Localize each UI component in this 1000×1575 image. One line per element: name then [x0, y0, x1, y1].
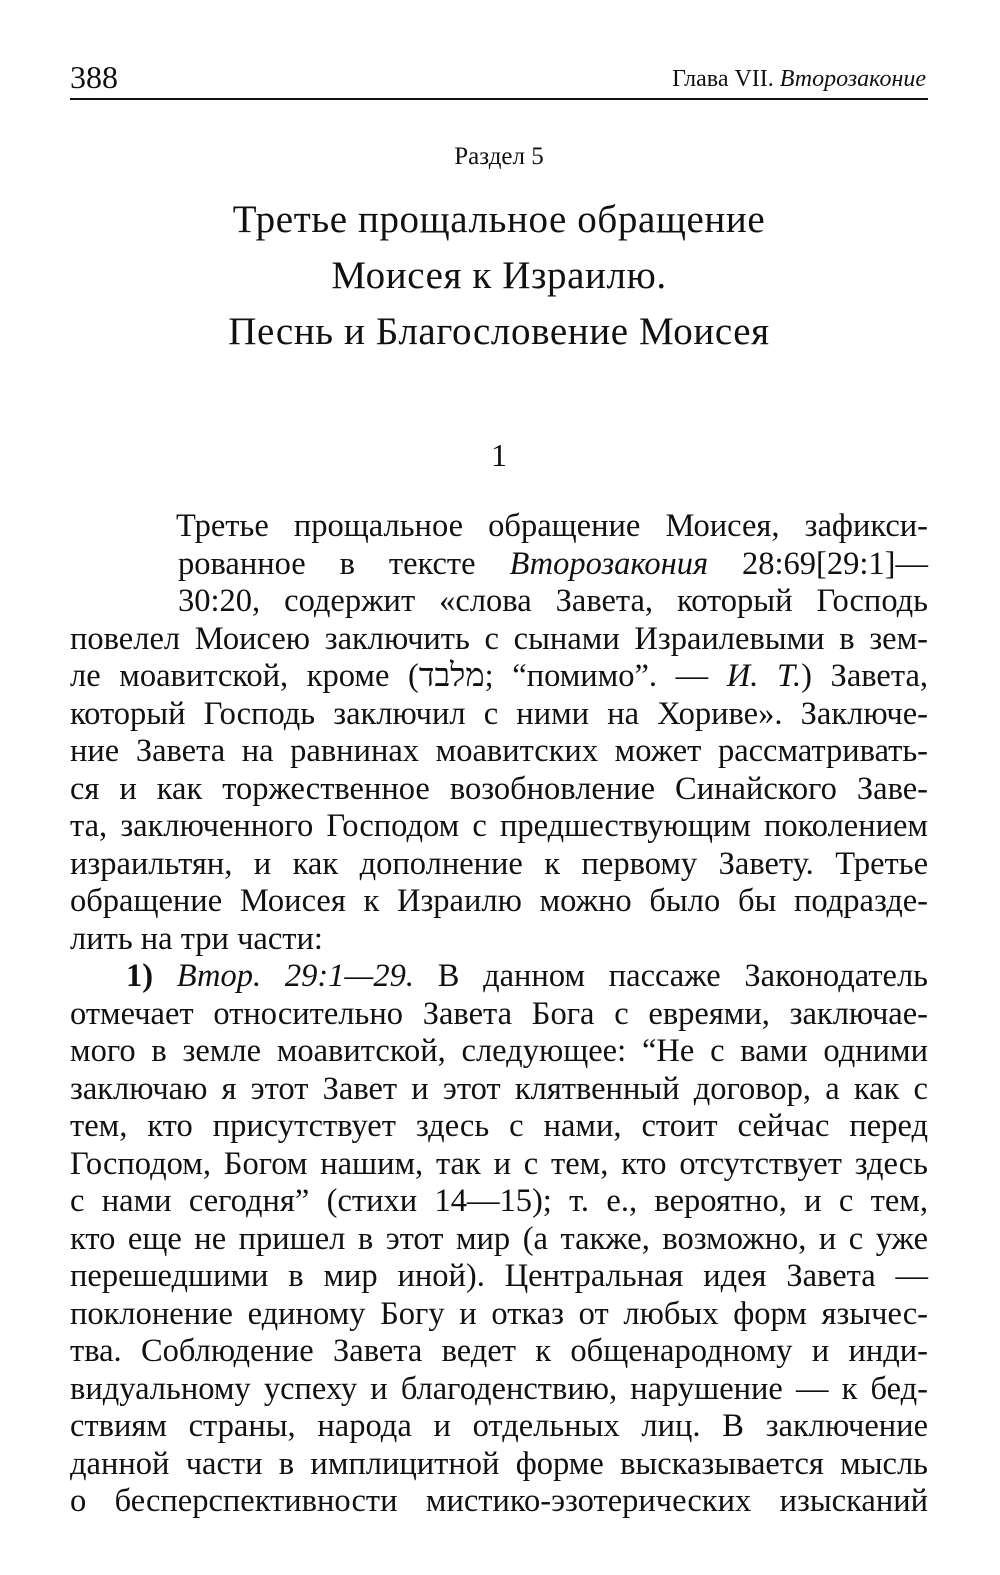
chapter-title: Второзаконие — [779, 66, 926, 92]
text-line: Господом, Богом нашим, так и с тем, кто отсутствует здесь — [70, 1145, 928, 1182]
chapter-label: Глава VII. — [672, 66, 780, 92]
text-line: рованное в тексте Второзакония 28:69[29:1]— — [178, 545, 928, 582]
text-line: тва. Соблюдение Завета ведет к общенародному и инди- — [70, 1333, 928, 1369]
text-line: ле моавитской, кроме (מלבד; “помимо”. — И. Т.) Завета, — [70, 658, 928, 694]
text-line: обращение Моисея к Израилю можно было бы подразде- — [70, 883, 928, 919]
text-line: ся и как торжественное возобновление Синайского Заве- — [70, 770, 928, 807]
page-number: 388 — [70, 59, 118, 95]
body-text — [70, 508, 928, 1521]
text-line: та, заключенного Господом с предшествующим поколением — [70, 808, 928, 844]
hebrew-word: מלבד — [418, 658, 485, 694]
text-line: Третье прощальное обращение Моисея, зафикси- — [176, 508, 928, 544]
text-line: мого в земле моавитской, следующее: “Не с вами одними — [70, 1033, 928, 1069]
chapter-running-title — [672, 64, 926, 94]
text-line: видуальному успеху и благоденствию, нарушение — к бед- — [70, 1370, 928, 1407]
text-line: о бесперспективности мистико-эзотерических изысканий — [70, 1483, 928, 1519]
subsection-number: 1 — [491, 437, 507, 473]
text-line: отмечает относительно Завета Бога с евреями, заключае- — [70, 995, 928, 1032]
text-line: данной части в имплицитной форме высказывается мысль — [70, 1445, 928, 1482]
text-line: израильтян, и как дополнение к первому Завету. Третье — [70, 845, 928, 882]
text-line: повелел Моисею заключить с сынами Израилевыми в зем- — [70, 620, 928, 657]
text-line: с нами сегодня” (стихи 14—15); т. е., вероятно, и с тем, — [70, 1183, 928, 1219]
text-line: ствиям страны, народа и отдельных лиц. В заключение — [70, 1408, 928, 1444]
section-label: Раздел 5 — [454, 143, 544, 170]
text-line: лить на три части: — [70, 920, 323, 957]
book-page — [70, 0, 928, 1575]
section-title — [70, 192, 928, 360]
text-line: 30:20, содержит «слова Завета, который Господь — [178, 583, 928, 619]
text-line: тем, кто присутствует здесь с нами, стоит сейчас перед — [70, 1108, 928, 1144]
text-line: ние Завета на равнинах моавитских может рассматривать- — [70, 733, 928, 769]
text-line: перешедшими в мир иной). Центральная идея Завета — — [70, 1258, 928, 1294]
text-line: который Господь заключил с ними на Хориве». Заключе- — [70, 695, 928, 732]
text-line: кто еще не пришел в этот мир (а также, возможно, и с уже — [70, 1220, 928, 1257]
text-line: заключаю я этот Завет и этот клятвенный договор, а как с — [70, 1070, 928, 1107]
section-title-line: Моисея к Израилю. — [331, 254, 667, 297]
section-title-line: Третье прощальное обращение — [232, 198, 766, 241]
section-title-line: Песнь и Благословение Моисея — [228, 310, 770, 353]
text-line: поклонение единому Богу и отказ от любых форм язычес- — [70, 1295, 928, 1332]
running-head — [70, 58, 928, 100]
text-line: 1) Втор. 29:1—29. В данном пассаже Законодатель — [126, 958, 928, 994]
